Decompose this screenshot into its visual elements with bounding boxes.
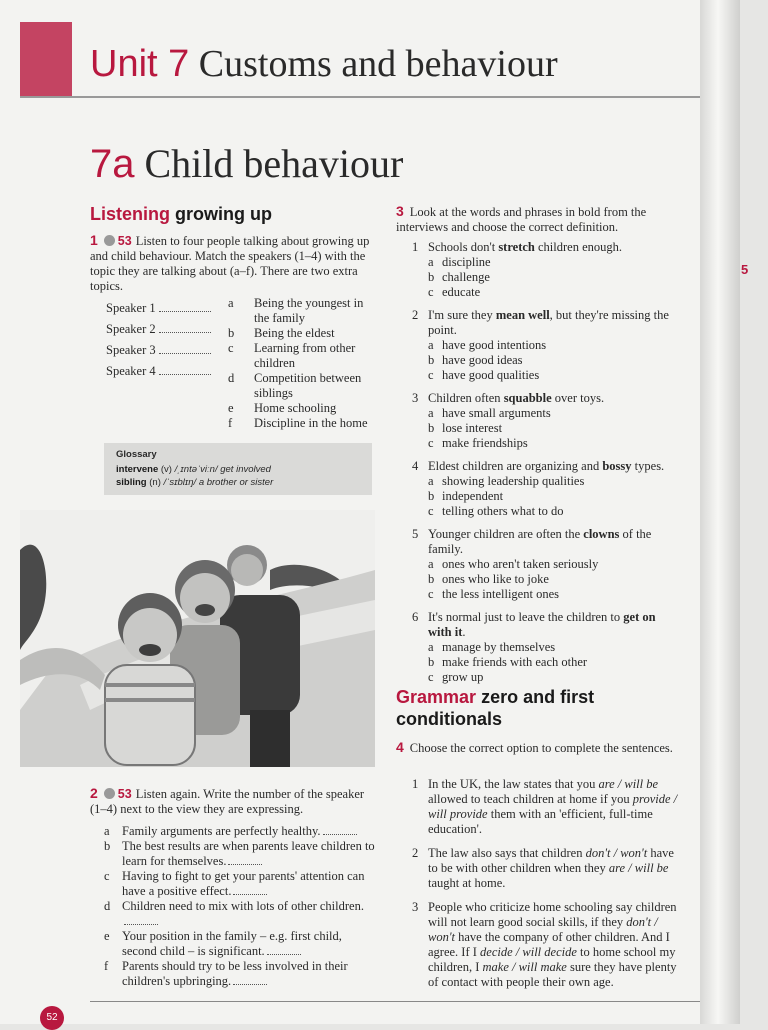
option[interactable]: c grow up bbox=[428, 670, 484, 684]
unit-divider bbox=[20, 96, 700, 98]
answer-blank[interactable] bbox=[124, 924, 158, 925]
question-item: 5 Younger children are often the clowns of the family. a ones who aren't taken seriously b ones who like to joke c the less intelligent ones bbox=[412, 527, 682, 602]
speaker-1[interactable]: Speaker 1 bbox=[106, 301, 218, 322]
answer-blank[interactable] bbox=[267, 954, 301, 955]
topic-list bbox=[228, 296, 373, 431]
facing-page-number: 5 bbox=[741, 262, 749, 277]
statement-item: a Family arguments are perfectly healthy. bbox=[104, 824, 376, 839]
question-item: 2 I'm sure they mean well, but they're missing the point. a have good intentions b have good ideas c have good qualities bbox=[412, 308, 682, 383]
option[interactable]: a have good intentions bbox=[428, 338, 547, 352]
answer-blank[interactable] bbox=[233, 894, 267, 895]
option-choice[interactable]: provide / will provide bbox=[428, 792, 678, 821]
speaker-list bbox=[106, 301, 218, 385]
exercise-3-number: 3 bbox=[396, 203, 404, 219]
option[interactable]: a discipline bbox=[428, 255, 491, 269]
exercise-2-number: 2 bbox=[90, 785, 98, 801]
view-statements bbox=[104, 824, 376, 989]
option-choice[interactable]: are / will be bbox=[598, 777, 659, 791]
option[interactable]: b make friends with each other bbox=[428, 655, 588, 669]
exercise-1-text: Listen to four people talking about growing up and child behaviour. Match the speakers (1–4) with the topic they are talking about (a–f). There are two extra topics. bbox=[90, 234, 370, 293]
cd-audio-icon bbox=[104, 235, 115, 246]
exercise-4-number: 4 bbox=[396, 739, 404, 755]
question-item: 1 Schools don't stretch children enough. a discipline b challenge c educate bbox=[412, 240, 682, 300]
unit-title: Customs and behaviour bbox=[198, 43, 558, 85]
statement-item: b The best results are when parents leave children to learn for themselves. bbox=[104, 839, 375, 868]
listening-heading bbox=[90, 203, 272, 225]
lesson-code: 7a bbox=[90, 142, 135, 186]
question-item: 6 It's normal just to leave the children to get on with it. a manage by themselves b make friends with each other c grow up bbox=[412, 610, 682, 685]
option[interactable]: b lose interest bbox=[428, 421, 503, 435]
option-choice[interactable]: don't / won't bbox=[585, 846, 648, 860]
glossary-entry: sibling (n) /ˈsɪblɪŋ/ a brother or sister bbox=[116, 477, 274, 488]
option-choice[interactable]: don't / won't bbox=[428, 915, 658, 944]
grammar-label: Grammar bbox=[396, 687, 477, 707]
grammar-heading bbox=[396, 686, 656, 730]
option-choice[interactable]: make / will make bbox=[482, 960, 567, 974]
option-choice[interactable]: are / will be bbox=[608, 861, 669, 875]
book-gutter bbox=[700, 0, 740, 1024]
option[interactable]: a have small arguments bbox=[428, 406, 551, 420]
track-number: 53 bbox=[117, 787, 132, 801]
conditional-sentences bbox=[412, 777, 684, 990]
exercise-2-text: Listen again. Write the number of the speaker (1–4) next to the view they are expressing. bbox=[90, 787, 365, 816]
statement-item: f Parents should try to be less involved in their children's upbringing. bbox=[104, 959, 348, 988]
glossary-entry: intervene (v) /ˌɪntəˈviːn/ get involved bbox=[116, 464, 271, 475]
topic-item: a Being the youngest in the family bbox=[228, 296, 364, 325]
exercise-1-number: 1 bbox=[90, 232, 98, 248]
speaker-4[interactable]: Speaker 4 bbox=[106, 364, 218, 385]
speaker-3[interactable]: Speaker 3 bbox=[106, 343, 218, 364]
topic-item: e Home schooling bbox=[228, 401, 337, 415]
grammar-topic: zero and first conditionals bbox=[396, 687, 595, 729]
listening-topic: growing up bbox=[175, 204, 272, 224]
option[interactable]: c the less intelligent ones bbox=[428, 587, 559, 601]
sentence-item: 2 The law also says that children don't / won't have to be with other children when they are / will be taught at home. bbox=[412, 846, 674, 890]
topic-item: f Discipline in the home bbox=[228, 416, 368, 430]
exercise-4-instruction bbox=[396, 740, 686, 756]
unit-color-bar bbox=[20, 22, 72, 98]
children-photo-illustration bbox=[20, 510, 375, 767]
option[interactable]: a ones who aren't taken seriously bbox=[428, 557, 599, 571]
track-number: 53 bbox=[117, 234, 132, 248]
answer-blank[interactable] bbox=[233, 984, 267, 985]
unit-heading bbox=[90, 40, 558, 88]
option[interactable]: c make friendships bbox=[428, 436, 528, 450]
footer-divider bbox=[90, 1001, 700, 1002]
sentence-item: 3 People who criticize home schooling say children will not learn good social skills, if they don't / won't have the company of other children. And I agree. If I decide / will decide to home school my children, I make / will make sure they have plenty of contact with people their own age. bbox=[412, 900, 677, 989]
option[interactable]: b challenge bbox=[428, 270, 490, 284]
question-item: 3 Children often squabble over toys. a have small arguments b lose interest c make friendships bbox=[412, 391, 682, 451]
answer-blank[interactable] bbox=[228, 864, 262, 865]
statement-item: d Children need to mix with lots of other children. bbox=[104, 899, 376, 929]
definition-questions bbox=[412, 240, 682, 685]
exercise-3-text: Look at the words and phrases in bold from the interviews and choose the correct definition. bbox=[396, 205, 647, 234]
glossary-box bbox=[104, 443, 372, 495]
lesson-title: Child behaviour bbox=[144, 141, 404, 186]
children-photo bbox=[20, 510, 375, 767]
speaker-2[interactable]: Speaker 2 bbox=[106, 322, 218, 343]
option[interactable]: b have good ideas bbox=[428, 353, 523, 367]
cd-audio-icon bbox=[104, 788, 115, 799]
exercise-1-instruction bbox=[90, 233, 375, 294]
listening-label: Listening bbox=[90, 204, 170, 224]
statement-item: e Your position in the family – e.g. first child, second child – is significant. bbox=[104, 929, 342, 958]
option[interactable]: c telling others what to do bbox=[428, 504, 564, 518]
option[interactable]: a showing leadership qualities bbox=[428, 474, 585, 488]
lesson-heading bbox=[90, 140, 403, 188]
exercise-3-instruction bbox=[396, 204, 686, 235]
topic-item: d Competition between siblings bbox=[228, 371, 362, 400]
page-number: 52 bbox=[40, 1006, 64, 1030]
glossary-title: Glossary bbox=[116, 449, 157, 460]
option[interactable]: c have good qualities bbox=[428, 368, 540, 382]
topic-item: b Being the eldest bbox=[228, 326, 335, 340]
sentence-item: 1 In the UK, the law states that you are / will be allowed to teach children at home if you provide / will provide them with an 'efficient, full-time education'. bbox=[412, 777, 678, 836]
answer-blank[interactable] bbox=[323, 834, 357, 835]
option[interactable]: c educate bbox=[428, 285, 481, 299]
option-choice[interactable]: decide / will decide bbox=[480, 945, 577, 959]
question-item: 4 Eldest children are organizing and bossy types. a showing leadership qualities b independent c telling others what to do bbox=[412, 459, 682, 519]
statement-item: c Having to fight to get your parents' attention can have a positive effect. bbox=[104, 869, 365, 898]
unit-label: Unit 7 bbox=[90, 43, 190, 85]
option[interactable]: b ones who like to joke bbox=[428, 572, 549, 586]
exercise-4-text: Choose the correct option to complete the sentences. bbox=[409, 741, 673, 755]
option[interactable]: b independent bbox=[428, 489, 504, 503]
topic-item: c Learning from other children bbox=[228, 341, 356, 370]
exercise-2-instruction bbox=[90, 786, 375, 817]
option[interactable]: a manage by themselves bbox=[428, 640, 556, 654]
